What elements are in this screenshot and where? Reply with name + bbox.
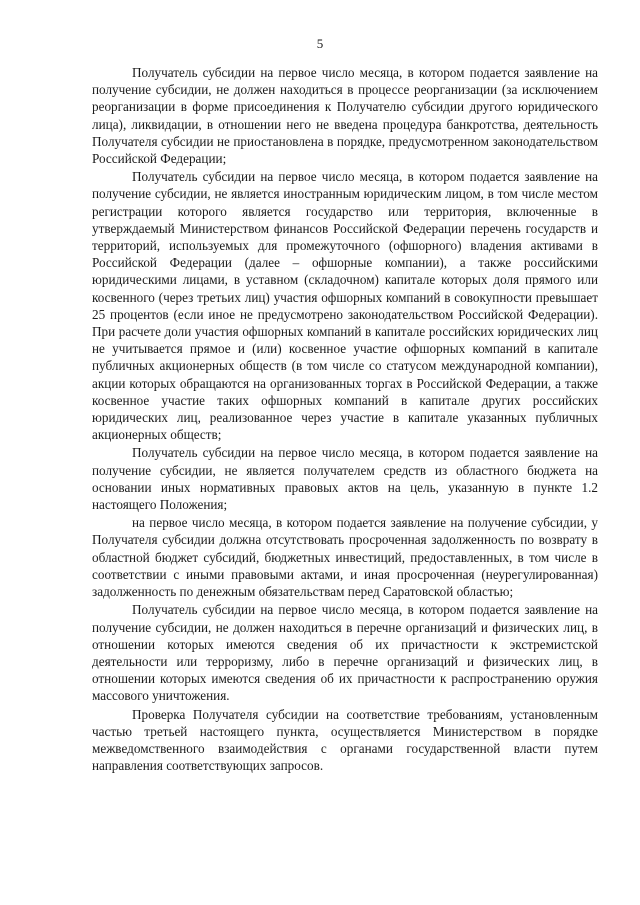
- paragraph-reorganization: Получатель субсидии на первое число месяца, в котором подается заявление на получение субсидии, не должен находиться в процессе реорганизации (за исключением реорганизации в форме присоединения к Получателю субсидии другого юридического лица), ликвидации, в отношении него не введена процедура банкротства, деятельность Получателя субсидии не приостановлена в порядке, предусмотренном законодательством Российской Федерации;: [92, 65, 598, 167]
- paragraph-verification: Проверка Получателя субсидии на соответствие требованиям, установленным частью третьей настоящего пункта, осуществляется Министерством в порядке межведомственного взаимодействия с органами государственной власти путем направления соответствующих запросов.: [92, 706, 598, 774]
- paragraph-offshore: Получатель субсидии на первое число месяца, в котором подается заявление на получение субсидии, не является иностранным юридическим лицом, в том числе местом регистрации которого является государство или территория, включенные в утверждаемый Министерством финансов Российской Федерации перечень государств и территорий, используемых для промежуточного (офшорного) владения активами в Российской Федерации (далее – офшорные компании), а также российскими юридическими лицами, в уставном (складочном) капитале которых доля прямого или косвенного (через третьих лиц) участия офшорных компаний в совокупности превышает 25 процентов (если иное не предусмотрено законодательством Российской Федерации). При расчете доли участия офшорных компаний в капитале российских юридических лиц не учитывается прямое и (или) косвенное участие офшорных компаний в капитале публичных акционерных обществ (в том числе со статусом международной компании), акции которых обращаются на организованных торгах в Российской Федерации, а также косвенное участие таких офшорных компаний в капитале других российских юридических лиц, реализованное через участие в капитале указанных публичных акционерных обществ;: [92, 169, 598, 443]
- page-number: 5: [316, 36, 324, 51]
- paragraph-other-funds: Получатель субсидии на первое число месяца, в котором подается заявление на получение субсидии, не является получателем средств из областного бюджета на основании иных нормативных правовых актов на цель, указанную в пункте 1.2 настоящего Положения;: [92, 445, 598, 513]
- paragraph-extremism: Получатель субсидии на первое число месяца, в котором подается заявление на получение субсидии, не должен находиться в перечне организаций и физических лиц, в отношении которых имеются сведения об их причастности к экстремистской деятельности или терроризму, либо в перечне организаций и физических лиц, в отношении которых имеются сведения об их причастности к распространению оружия массового уничтожения.: [92, 602, 598, 704]
- document-body: [92, 64, 598, 774]
- paragraph-debt: на первое число месяца, в котором подается заявление на получение субсидии, у Получателя субсидии должна отсутствовать просроченная задолженность по возврату в областной бюджет субсидий, бюджетных инвестиций, предоставленных, в том числе в соответствии с иными правовыми актами, и иная просроченная (неурегулированная) задолженность по денежным обязательствам перед Саратовской областью;: [92, 515, 598, 600]
